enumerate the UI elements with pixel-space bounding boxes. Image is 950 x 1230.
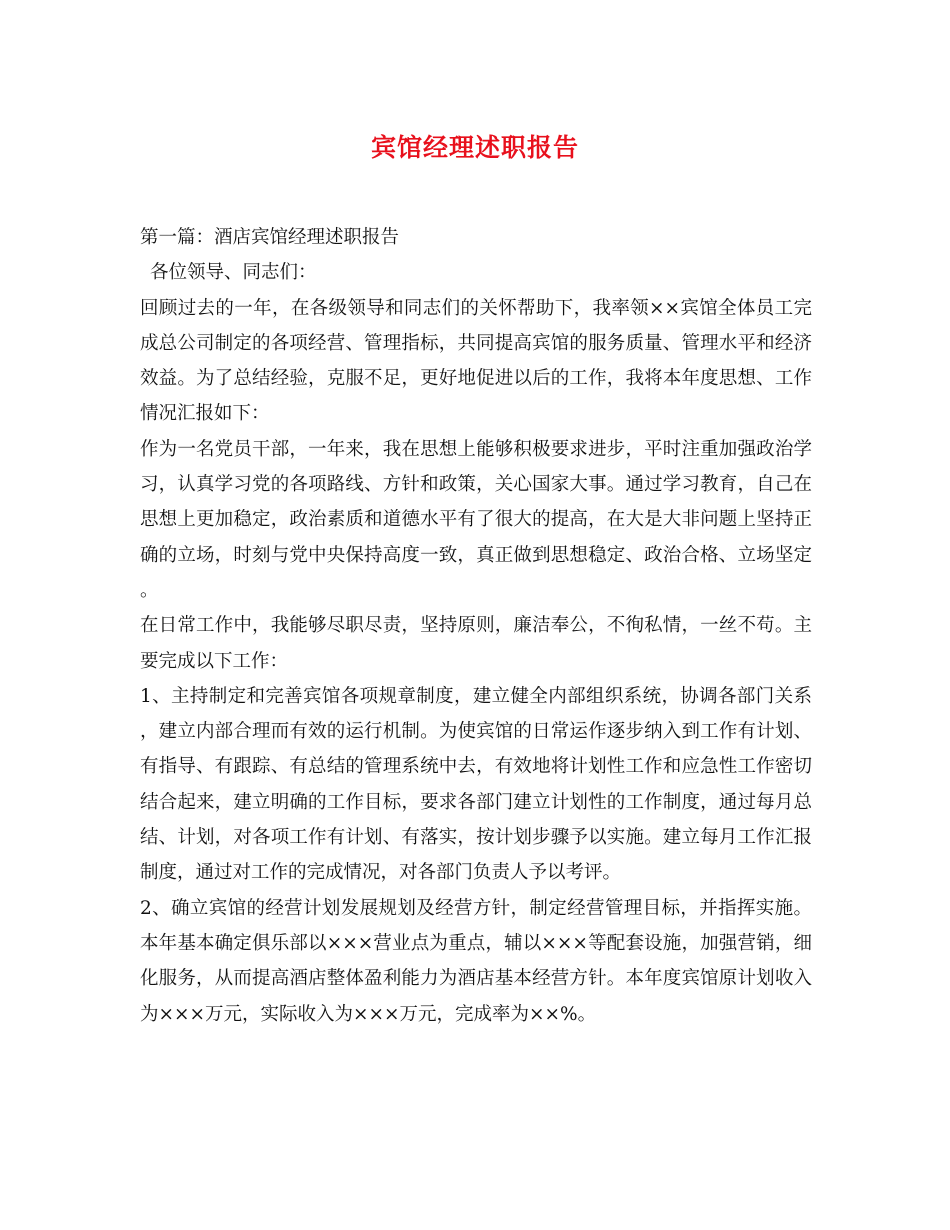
paragraph-daily-work: 在日常工作中，我能够尽职尽责，坚持原则，廉洁奉公，不徇私情，一丝不苟。主要完成以下工作： [140,615,812,672]
document-title: 宾馆经理述职报告 [370,133,579,162]
paragraph-ideology: 作为一名党员干部，一年来，我在思想上能够积极要求进步，平时注重加强政治学习，认真学习党的各项路线、方针和政策，关心国家大事。通过学习教育，自己在思想上更加稳定，政治素质和道德水平有了很大的提高，在大是大非问题上坚持正确的立场，时刻与党中央保持高度一致，真正做到思想稳定、政治合格、立场坚定。 [140,438,812,601]
paragraph-item-1: 1、主持制定和完善宾馆各项规章制度，建立健全内部组织系统，协调各部门关系，建立内部合理而有效的运行机制。为使宾馆的日常运作逐步纳入到工作有计划、有指导、有跟踪、有总结的管理系统中去，有效地将计划性工作和应急性工作密切结合起来，建立明确的工作目标，要求各部门建立计划性的工作制度，通过每月总结、计划，对各项工作有计划、有落实，按计划步骤予以实施。建立每月工作汇报制度，通过对工作的完成情况，对各部门负责人予以考评。 [140,685,812,884]
greeting-line: 各位领导、同志们： [150,262,317,284]
document-body [140,220,812,1032]
paragraph-review: 回顾过去的一年，在各级领导和同志们的关怀帮助下，我率领××宾馆全体员工完成总公司制定的各项经营、管理指标，共同提高宾馆的服务质量、管理水平和经济效益。为了总结经验，克服不足，更好地促进以后的工作，我将本年度思想、工作情况汇报如下： [140,297,812,425]
paragraph-item-2: 2、确立宾馆的经营计划发展规划及经营方针，制定经营管理目标，并指挥实施。本年基本确定俱乐部以×××营业点为重点，辅以×××等配套设施，加强营销，细化服务，从而提高酒店整体盈利能力为酒店基本经营方针。本年度宾馆原计划收入为×××万元，实际收入为×××万元，完成率为××%。 [140,897,812,1025]
section-heading: 第一篇：酒店宾馆经理述职报告 [140,227,400,248]
